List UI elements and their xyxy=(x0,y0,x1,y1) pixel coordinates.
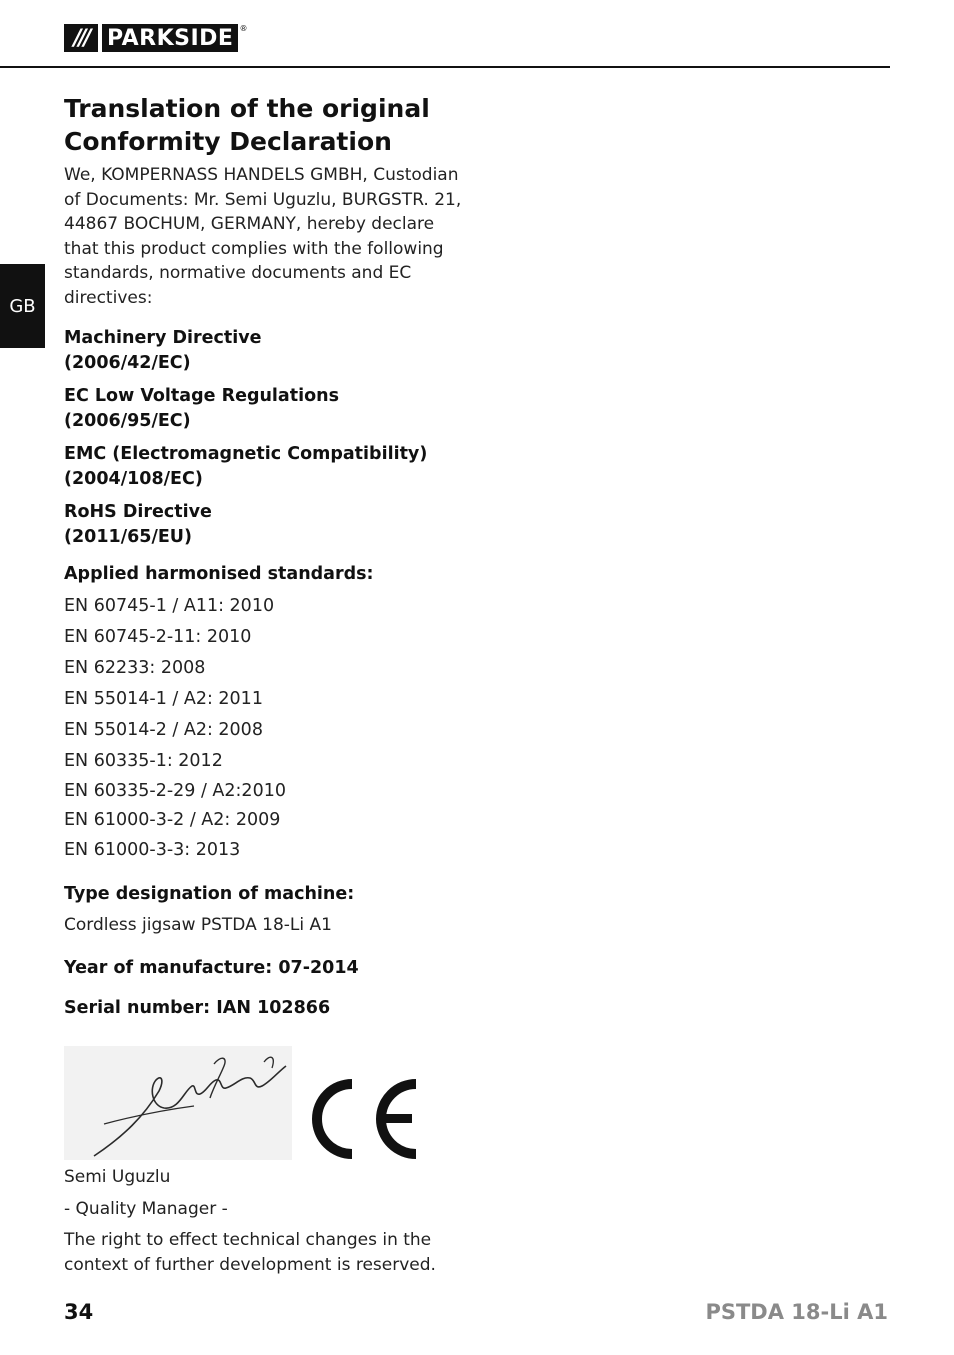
directive-name: EMC (Electromagnetic Compatibility) xyxy=(64,444,428,464)
directive-code: (2011/65/EU) xyxy=(64,526,193,547)
standards-list xyxy=(64,591,474,866)
directive-item xyxy=(64,384,474,433)
page-title xyxy=(64,92,474,158)
year-of-manufacture: Year of manufacture: 07-2014 xyxy=(64,957,359,978)
serial-number: Serial number: IAN 102866 xyxy=(64,997,331,1018)
standards-heading: Applied harmonised standards: xyxy=(64,564,374,584)
signer-name: Semi Uguzlu xyxy=(64,1167,171,1187)
directive-item xyxy=(64,442,474,491)
standard-item: EN 61000-3-2 / A2: 2009 xyxy=(64,810,281,830)
directive-name: Machinery Directive xyxy=(64,328,262,348)
standard-item: EN 61000-3-3: 2013 xyxy=(64,840,241,860)
signer-role: - Quality Manager - xyxy=(64,1198,228,1219)
logo-slashes: /// xyxy=(64,24,98,52)
type-designation-heading: Type designation of machine: xyxy=(64,884,355,904)
type-designation-value: Cordless jigsaw PSTDA 18-Li A1 xyxy=(64,915,332,935)
standard-item: EN 60745-2-11: 2010 xyxy=(64,627,252,647)
parkside-logo xyxy=(64,24,247,52)
handwritten-signature-icon xyxy=(64,1046,292,1160)
standard-item: EN 60335-1: 2012 xyxy=(64,751,223,771)
header-divider xyxy=(0,66,890,68)
page-number: 34 xyxy=(64,1300,94,1324)
standard-item: EN 62233: 2008 xyxy=(64,658,206,678)
directive-code: (2006/95/EC) xyxy=(64,410,191,431)
title-line-1: Translation of the original xyxy=(64,94,430,123)
signature-block xyxy=(64,1046,444,1162)
signer-block xyxy=(64,1165,474,1277)
standard-item: EN 55014-2 / A2: 2008 xyxy=(64,720,263,740)
registered-mark: ® xyxy=(239,24,248,33)
declaration-content xyxy=(64,92,474,1076)
signature-image xyxy=(64,1046,292,1160)
directive-item xyxy=(64,326,474,375)
footer-model-name: PSTDA 18-Li A1 xyxy=(705,1300,888,1324)
ce-mark-icon xyxy=(308,1076,424,1162)
directive-code: (2006/42/EC) xyxy=(64,352,191,373)
directive-name: EC Low Voltage Regulations xyxy=(64,386,339,406)
intro-paragraph: We, KOMPERNASS HANDELS GMBH, Custodian of Documents: Mr. Semi Uguzlu, BURGSTR. 21, 44867 BOCHUM, GERMANY, hereby declare that this product complies with the following standards, normative documents and EC directives: xyxy=(64,165,462,308)
language-tab xyxy=(0,264,45,348)
standard-item: EN 60745-1 / A11: 2010 xyxy=(64,596,275,616)
logo-wordmark: PARKSIDE xyxy=(102,24,238,52)
directive-code: (2004/108/EC) xyxy=(64,468,203,489)
directive-name: RoHS Directive xyxy=(64,502,212,522)
standard-item: EN 60335-2-29 / A2:2010 xyxy=(64,781,286,801)
disclaimer-text: The right to effect technical changes in the context of further development is reserved. xyxy=(64,1230,436,1275)
language-tab-label: GB xyxy=(9,295,36,317)
directive-item xyxy=(64,500,474,549)
standard-item: EN 55014-1 / A2: 2011 xyxy=(64,689,263,709)
directives-list xyxy=(64,326,474,549)
title-line-2: Conformity Declaration xyxy=(64,127,392,156)
